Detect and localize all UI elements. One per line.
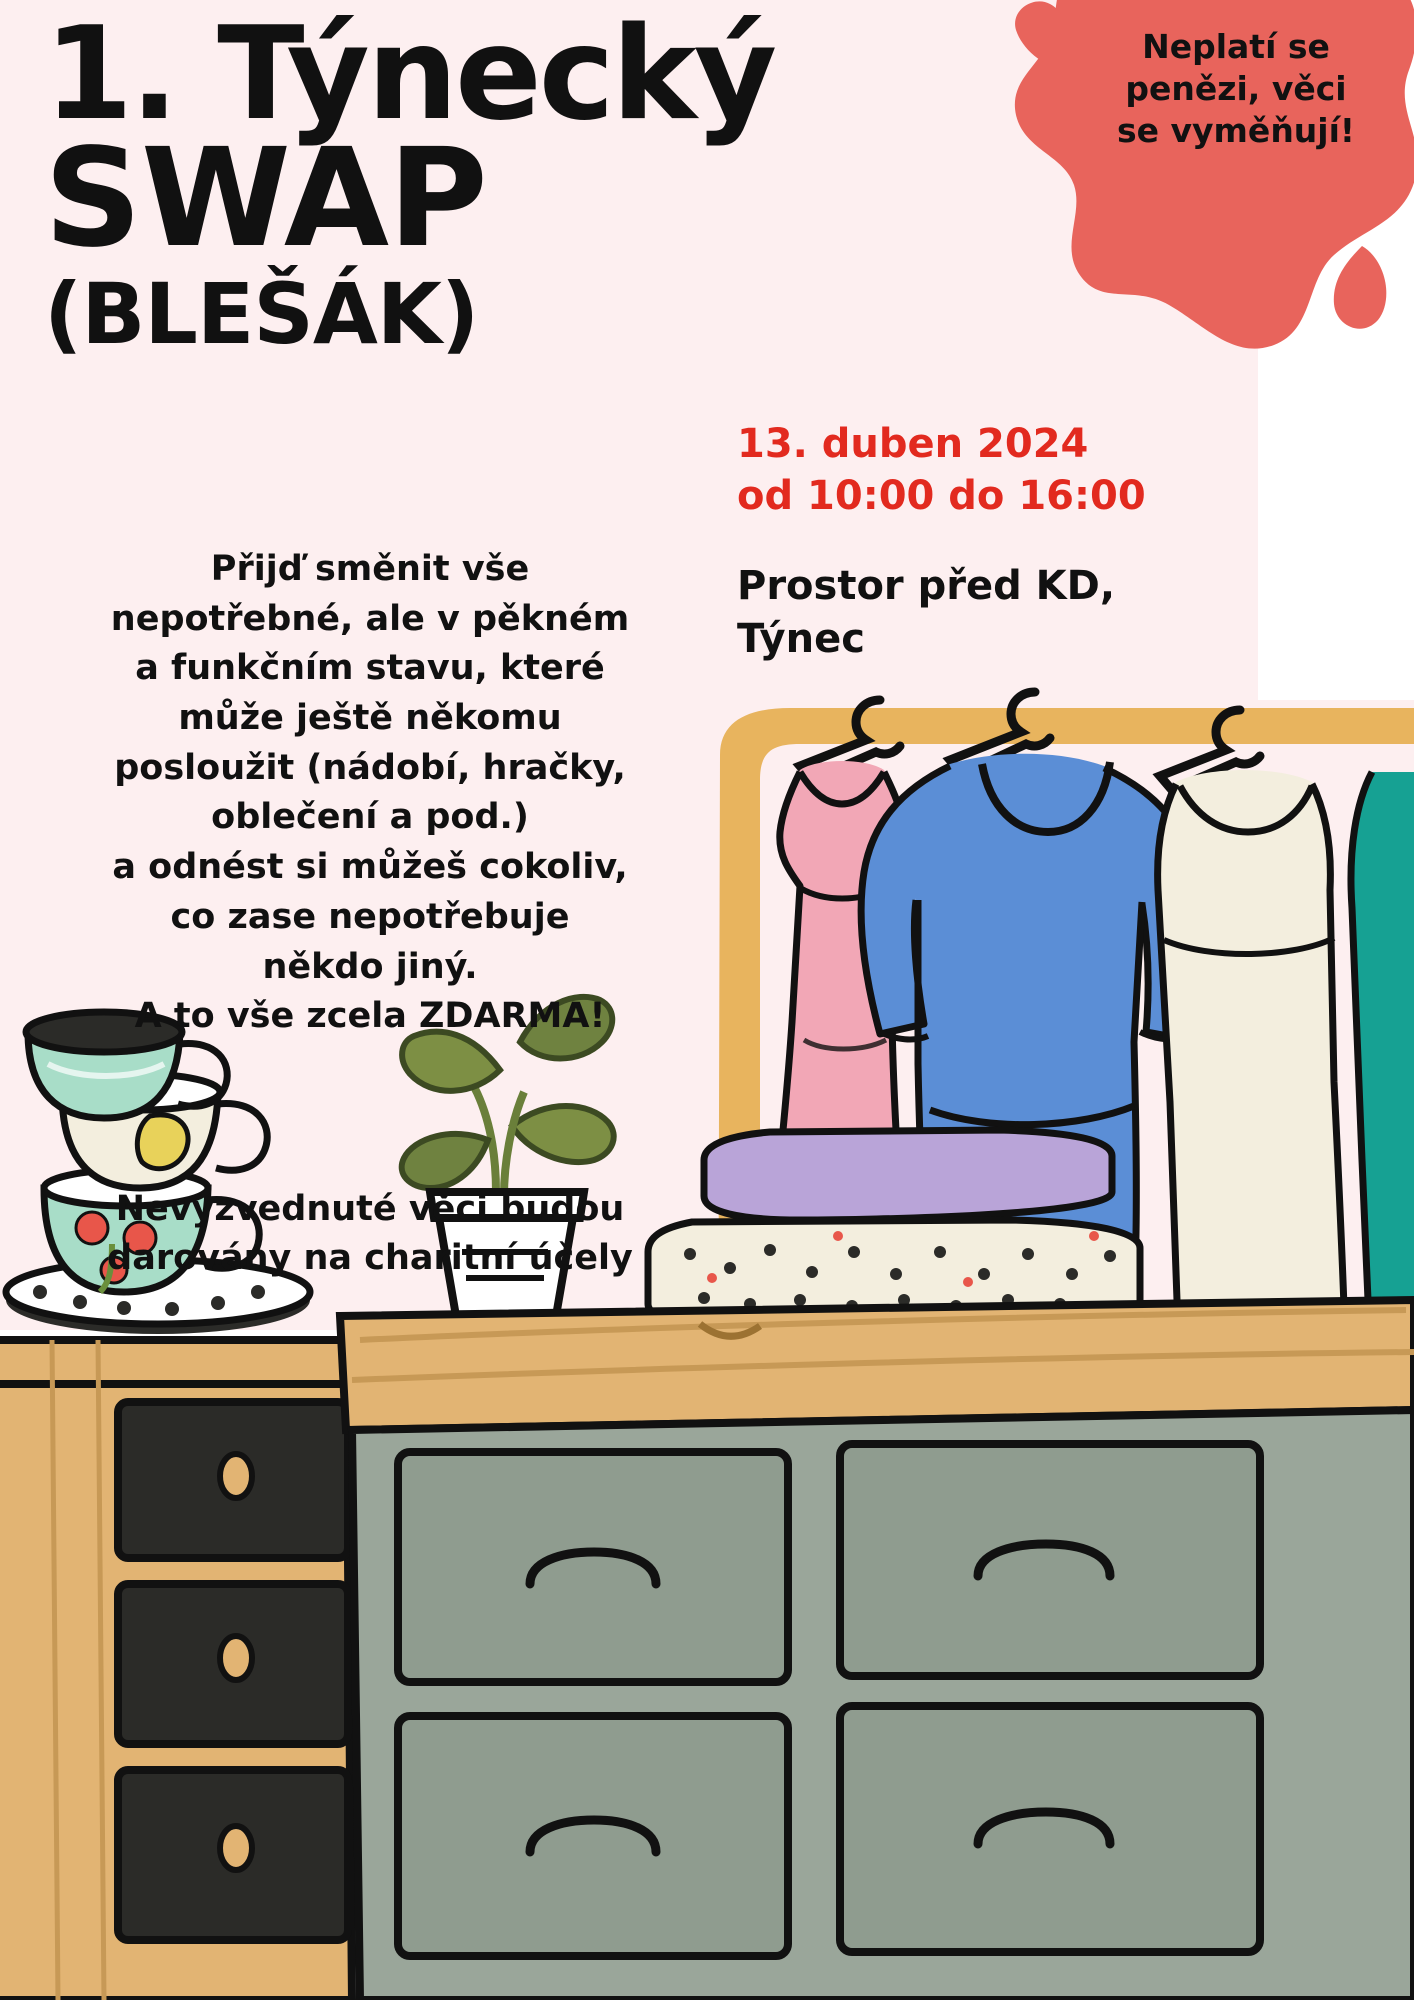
event-place [737, 560, 1115, 666]
body-line-3: a funkčním stavu, které [135, 648, 605, 689]
body-line-9: někdo jiný. [262, 946, 478, 987]
body-line-2: nepotřebné, ale v pěkném [110, 598, 630, 639]
body-line-10: A to vše zcela ZDARMA! [134, 996, 606, 1037]
splash-line-1: Neplatí se [1142, 27, 1330, 66]
title-line-1: 1. Týnecký [44, 0, 775, 149]
date-line-2: od 10:00 do 16:00 [737, 473, 1146, 519]
grey-sideboard-icon [340, 1300, 1414, 2000]
title-line-2: SWAP [44, 119, 487, 278]
body-line-7: a odnést si můžeš cokoliv, [112, 847, 628, 888]
charity-line-2: darovány na charitní účely [107, 1238, 633, 1278]
stacked-cups-icon [6, 1012, 310, 1334]
place-line-1: Prostor před KD, [737, 563, 1116, 609]
event-date [737, 418, 1146, 522]
wooden-dresser-icon [0, 1340, 352, 2000]
splash-line-2: penězi, věci [1125, 69, 1347, 109]
place-line-2: Týnec [737, 615, 865, 662]
page-title [44, 0, 775, 363]
body-line-5: posloužit (nádobí, hračky, [114, 747, 626, 788]
splash-line-3: se vyměňují! [1117, 111, 1355, 151]
body-line-6: oblečení a pod.) [211, 797, 529, 838]
date-line-1: 13. duben 2024 [737, 421, 1089, 467]
title-line-3: (BLEŠÁK) [44, 264, 479, 363]
body-line-1: Přijď směnit vše [210, 549, 530, 589]
body-text [40, 545, 700, 1042]
charity-line-1: Nevyzvednuté věci budou [115, 1189, 625, 1229]
charity-note [40, 1185, 700, 1283]
splash-text [1086, 26, 1386, 153]
body-line-8: co zase nepotřebuje [170, 896, 570, 937]
body-line-4: může ještě někomu [178, 698, 562, 739]
